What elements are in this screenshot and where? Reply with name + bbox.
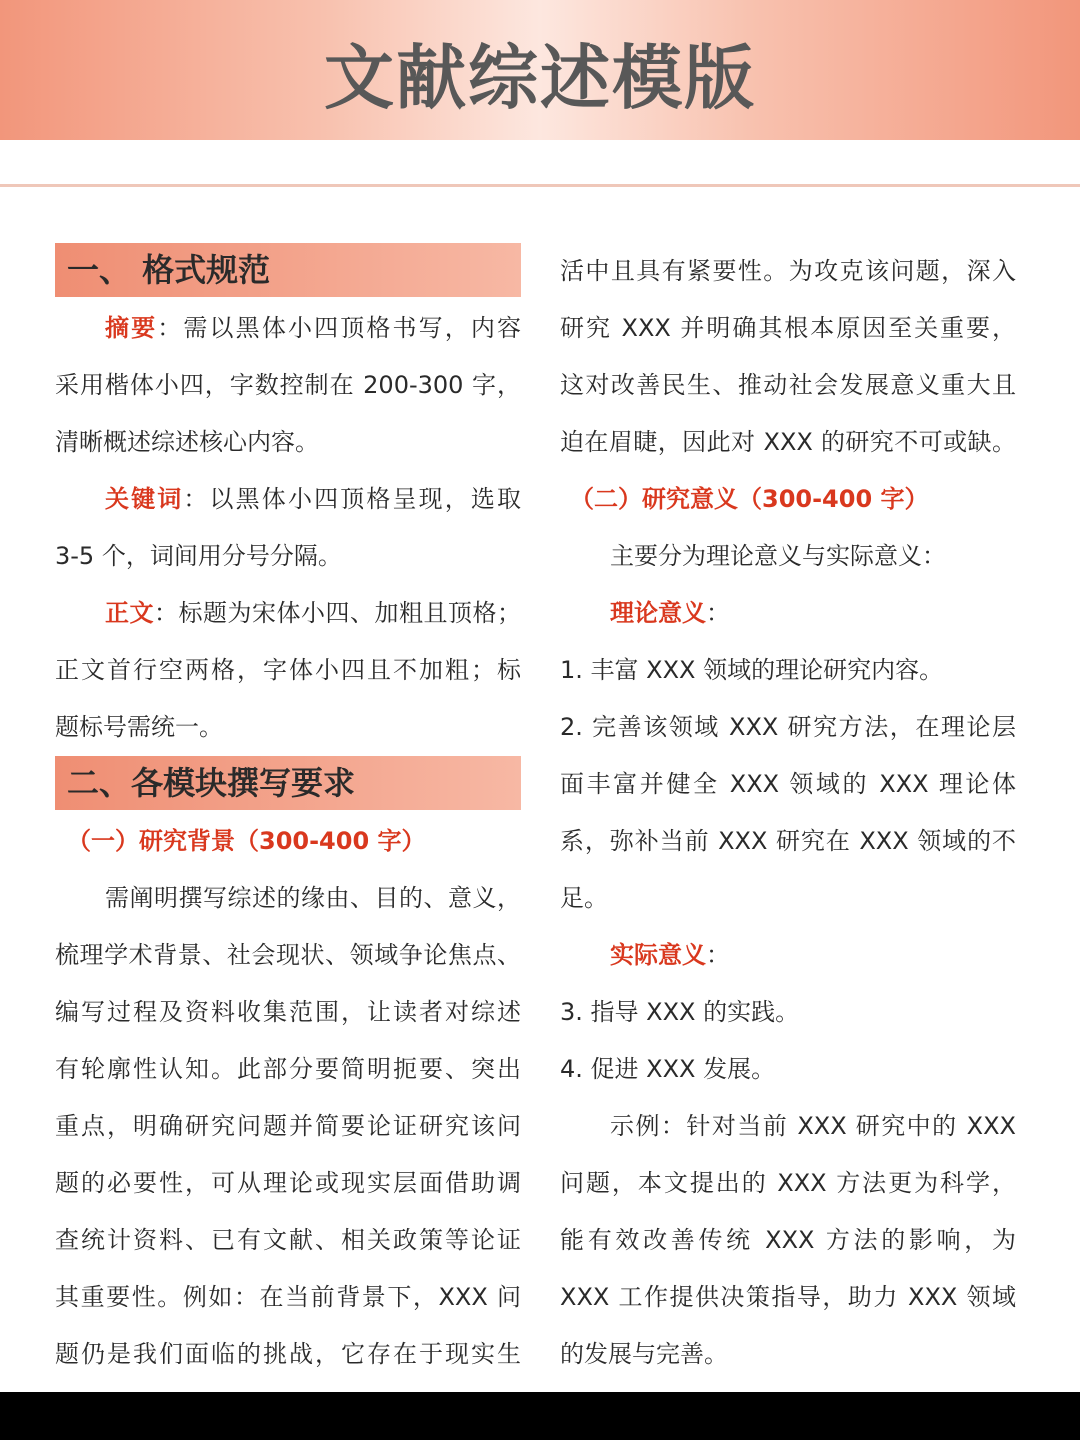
background-line-7: 查统计资料、已有文献、相关政策等论证 [55,1226,521,1254]
theory-label: 理论意义 [610,599,706,627]
keywords-line-1: 关键词：以黑体小四顶格呈现，选取 [105,485,521,513]
left-column [55,243,521,1383]
section-heading-modules: 二、各模块撰写要求 [55,756,521,810]
body-line-3: 题标号需统一。 [55,713,223,741]
theory-line-5: 足。 [560,884,608,912]
practice-line-1: 3. 指导 XXX 的实践。 [560,998,800,1026]
abstract-line-3: 清晰概述综述核心内容。 [55,428,319,456]
background-line-3: 编写过程及资料收集范围，让读者对综述 [55,998,521,1026]
example-line-3: 能有效改善传统 XXX 方法的影响，为 [560,1226,1016,1254]
theory-line-1: 1. 丰富 XXX 领域的理论研究内容。 [560,656,944,684]
example-line-4: XXX 工作提供决策指导，助力 XXX 领域 [560,1283,1016,1311]
background-line-1: 需阐明撰写综述的缘由、目的、意义， [105,884,521,912]
practice-label: 实际意义 [610,941,706,969]
background-line-9: 题仍是我们面临的挑战，它存在于现实生 [55,1340,521,1368]
abstract-label: 摘要 [105,314,158,342]
background-line-2: 梳理学术背景、社会现状、领域争论焦点、 [55,941,521,969]
subheading-significance: （二）研究意义（300-400 字） [570,485,929,513]
theory-line-4: 系，弥补当前 XXX 研究在 XXX 领域的不 [560,827,1016,855]
background-line-4: 有轮廓性认知。此部分要简明扼要、突出 [55,1055,521,1083]
background-line-6: 题的必要性，可从理论或现实层面借助调 [55,1169,521,1197]
body-line-2: 正文首行空两格，字体小四且不加粗；标 [55,656,521,684]
theory-heading: 理论意义： [610,599,730,627]
keywords-label: 关键词 [105,485,184,513]
subheading-background: （一）研究背景（300-400 字） [67,827,426,855]
continuation-line-2: 研究 XXX 并明确其根本原因至关重要， [560,314,1016,342]
body-line-1: 正文：标题为宋体小四、加粗且顶格； [105,599,521,627]
continuation-line-4: 迫在眉睫，因此对 XXX 的研究不可或缺。 [560,428,1016,456]
body-label: 正文 [105,599,154,627]
continuation-line-1: 活中且具有紧要性。为攻克该问题，深入 [560,257,1016,285]
bottom-bar [0,1392,1080,1440]
practice-line-2: 4. 促进 XXX 发展。 [560,1055,776,1083]
theory-line-3: 面丰富并健全 XXX 领域的 XXX 理论体 [560,770,1016,798]
example-line-5: 的发展与完善。 [560,1340,728,1368]
section-heading-format: 一、 格式规范 [55,243,521,297]
example-line-2: 问题，本文提出的 XXX 方法更为科学， [560,1169,1016,1197]
abstract-line-2: 采用楷体小四，字数控制在 200-300 字， [55,371,521,399]
theory-line-2: 2. 完善该领域 XXX 研究方法，在理论层 [560,713,1016,741]
significance-intro: 主要分为理论意义与实际意义： [610,542,946,570]
background-line-5: 重点，明确研究问题并简要论证研究该问 [55,1112,521,1140]
example-line-1: 示例：针对当前 XXX 研究中的 XXX [610,1112,1016,1140]
right-column [560,243,1016,1383]
continuation-line-3: 这对改善民生、推动社会发展意义重大且 [560,371,1016,399]
keywords-line-2: 3-5 个，词间用分号分隔。 [55,542,342,570]
header-divider [0,184,1080,187]
practice-heading: 实际意义： [610,941,730,969]
page-title: 文献综述模版 [324,37,756,119]
abstract-line-1: 摘要：需以黑体小四顶格书写，内容 [105,314,521,342]
background-line-8: 其重要性。例如：在当前背景下，XXX 问 [55,1283,521,1311]
